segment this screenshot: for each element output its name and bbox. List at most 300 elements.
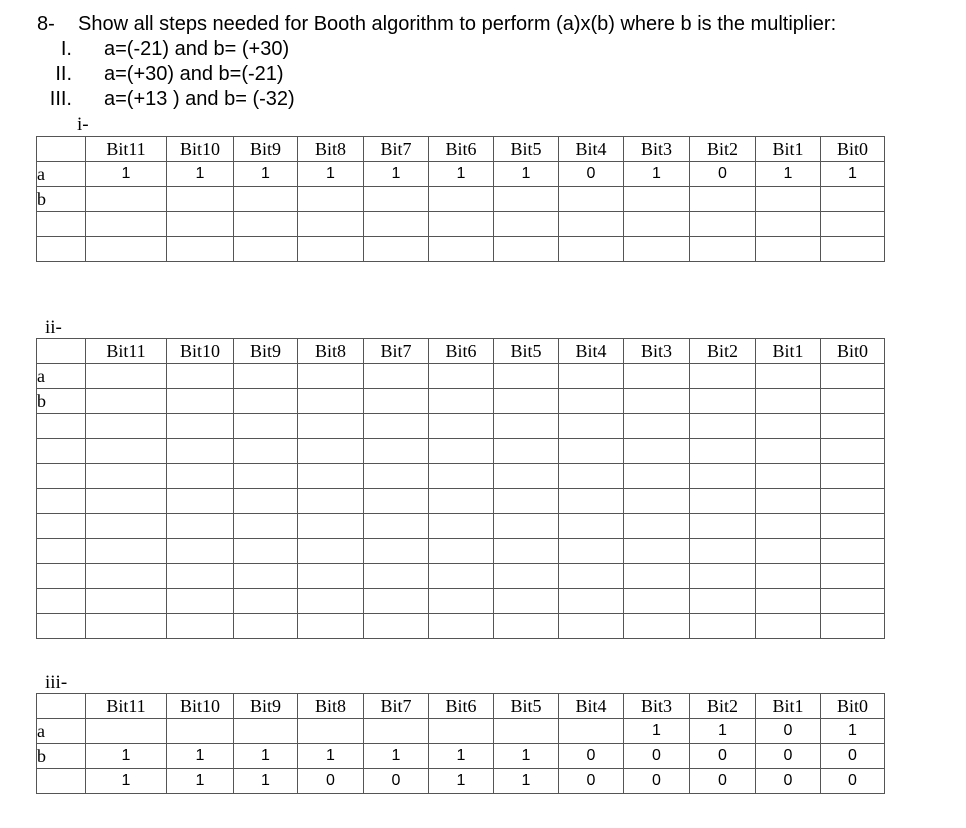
bit-cell — [429, 212, 494, 237]
row-label — [37, 414, 86, 439]
bit-cell: 1 — [234, 769, 298, 794]
bit-cell — [364, 389, 429, 414]
bit-cell — [690, 439, 756, 464]
row-label — [37, 514, 86, 539]
bit-cell — [821, 187, 885, 212]
bit-cell — [86, 212, 167, 237]
bit-cell — [821, 514, 885, 539]
bit-cell — [86, 514, 167, 539]
bit-cell: 0 — [756, 719, 821, 744]
bit-cell: 0 — [690, 769, 756, 794]
item-roman-1: I. — [60, 38, 72, 60]
bit-cell: 1 — [624, 162, 690, 187]
bit-cell — [494, 389, 559, 414]
bit-cell — [690, 464, 756, 489]
bit-cell — [559, 237, 624, 262]
column-header-bit11: Bit11 — [86, 137, 167, 162]
bit-cell — [756, 539, 821, 564]
column-header-bit11: Bit11 — [86, 339, 167, 364]
column-header-bit8: Bit8 — [298, 137, 364, 162]
bit-cell — [821, 237, 885, 262]
bit-cell — [756, 564, 821, 589]
bit-cell — [821, 364, 885, 389]
bit-cell — [559, 539, 624, 564]
column-header-bit7: Bit7 — [364, 137, 429, 162]
bit-cell — [494, 514, 559, 539]
table-row — [37, 364, 885, 389]
table-row — [37, 389, 885, 414]
bit-cell — [821, 389, 885, 414]
bit-cell — [624, 414, 690, 439]
column-header-bit8: Bit8 — [298, 694, 364, 719]
bit-cell — [559, 719, 624, 744]
bit-cell — [624, 539, 690, 564]
column-header-bit4: Bit4 — [559, 137, 624, 162]
bit-cell — [429, 614, 494, 639]
bit-cell — [234, 439, 298, 464]
bit-cell — [690, 539, 756, 564]
table-row — [37, 769, 885, 794]
bit-cell — [494, 589, 559, 614]
bit-cell — [690, 514, 756, 539]
bit-cell — [494, 719, 559, 744]
bit-cell — [364, 719, 429, 744]
column-header-bit3: Bit3 — [624, 694, 690, 719]
bit-cell — [234, 212, 298, 237]
bit-cell — [298, 614, 364, 639]
bit-cell — [298, 187, 364, 212]
bit-cell — [429, 564, 494, 589]
bit-cell — [559, 464, 624, 489]
booth-table-ii — [36, 338, 885, 639]
bit-cell — [234, 564, 298, 589]
bit-cell — [624, 212, 690, 237]
question-text: Show all steps needed for Booth algorithm to perform (a)x(b) where b is the multiplier: — [78, 13, 837, 35]
bit-cell — [494, 439, 559, 464]
row-label — [37, 212, 86, 237]
bit-cell: 1 — [86, 769, 167, 794]
bit-cell — [167, 539, 234, 564]
bit-cell: 1 — [429, 162, 494, 187]
bit-cell — [167, 439, 234, 464]
bit-cell — [756, 464, 821, 489]
column-header-bit10: Bit10 — [167, 137, 234, 162]
bit-cell — [364, 564, 429, 589]
bit-cell: 0 — [756, 769, 821, 794]
row-label — [37, 237, 86, 262]
bit-cell — [690, 589, 756, 614]
bit-cell — [821, 212, 885, 237]
bit-cell — [364, 514, 429, 539]
bit-cell — [364, 439, 429, 464]
bit-cell — [690, 364, 756, 389]
bit-cell — [429, 237, 494, 262]
column-header-bit6: Bit6 — [429, 694, 494, 719]
bit-cell — [234, 414, 298, 439]
bit-cell: 1 — [690, 719, 756, 744]
bit-cell: 1 — [494, 769, 559, 794]
bit-cell — [690, 489, 756, 514]
bit-cell — [624, 489, 690, 514]
column-header-bit6: Bit6 — [429, 137, 494, 162]
bit-cell: 0 — [559, 744, 624, 769]
bit-cell — [86, 237, 167, 262]
bit-cell — [167, 237, 234, 262]
bit-cell — [494, 464, 559, 489]
column-header-bit9: Bit9 — [234, 137, 298, 162]
column-header-bit1: Bit1 — [756, 694, 821, 719]
table-row — [37, 162, 885, 187]
bit-cell: 1 — [167, 162, 234, 187]
bit-cell — [624, 389, 690, 414]
column-header-bit7: Bit7 — [364, 339, 429, 364]
bit-cell — [821, 564, 885, 589]
table-ii-label: ii- — [45, 317, 62, 338]
bit-cell — [624, 589, 690, 614]
bit-cell — [234, 237, 298, 262]
table-row — [37, 719, 885, 744]
bit-cell — [559, 564, 624, 589]
bit-cell: 1 — [86, 162, 167, 187]
header-row — [37, 137, 885, 162]
bit-cell — [494, 212, 559, 237]
bit-cell: 0 — [364, 769, 429, 794]
bit-cell — [756, 439, 821, 464]
column-header-bit10: Bit10 — [167, 339, 234, 364]
bit-cell — [234, 187, 298, 212]
bit-cell: 1 — [234, 744, 298, 769]
bit-cell — [624, 514, 690, 539]
bit-cell: 1 — [167, 744, 234, 769]
bit-cell — [821, 614, 885, 639]
bit-cell — [559, 514, 624, 539]
bit-cell — [234, 364, 298, 389]
table-row — [37, 589, 885, 614]
bit-cell — [559, 589, 624, 614]
bit-cell: 1 — [167, 769, 234, 794]
bit-cell — [429, 414, 494, 439]
item-roman-3: III. — [49, 88, 72, 110]
bit-cell — [86, 187, 167, 212]
bit-cell — [298, 212, 364, 237]
bit-cell — [364, 614, 429, 639]
bit-cell — [821, 414, 885, 439]
column-header-bit6: Bit6 — [429, 339, 494, 364]
bit-cell: 1 — [429, 744, 494, 769]
bit-cell — [167, 564, 234, 589]
bit-cell — [559, 212, 624, 237]
bit-cell — [494, 539, 559, 564]
bit-cell — [429, 364, 494, 389]
column-header-bit9: Bit9 — [234, 694, 298, 719]
item-text-1: a=(-21) and b= (+30) — [104, 38, 290, 60]
bit-cell — [86, 719, 167, 744]
corner-cell — [37, 339, 86, 364]
row-label-a: a — [37, 719, 86, 744]
bit-cell — [86, 364, 167, 389]
bit-cell — [298, 414, 364, 439]
bit-cell — [624, 237, 690, 262]
bit-cell — [167, 514, 234, 539]
bit-cell — [298, 719, 364, 744]
row-label-b: b — [37, 389, 86, 414]
column-header-bit0: Bit0 — [821, 137, 885, 162]
bit-cell — [690, 414, 756, 439]
bit-cell — [298, 514, 364, 539]
bit-cell — [167, 414, 234, 439]
bit-cell: 1 — [756, 162, 821, 187]
bit-cell — [756, 614, 821, 639]
bit-cell — [364, 489, 429, 514]
bit-cell — [429, 719, 494, 744]
bit-cell — [690, 564, 756, 589]
bit-cell — [429, 539, 494, 564]
column-header-bit5: Bit5 — [494, 137, 559, 162]
bit-cell: 0 — [298, 769, 364, 794]
bit-cell — [494, 364, 559, 389]
row-label — [37, 464, 86, 489]
bit-cell: 1 — [86, 744, 167, 769]
bit-cell — [494, 414, 559, 439]
table-i-label: i- — [77, 114, 89, 135]
bit-cell: 1 — [494, 162, 559, 187]
bit-cell — [86, 389, 167, 414]
column-header-bit1: Bit1 — [756, 137, 821, 162]
item-text-2: a=(+30) and b=(-21) — [104, 63, 284, 85]
bit-cell — [756, 212, 821, 237]
bit-cell — [756, 514, 821, 539]
column-header-bit2: Bit2 — [690, 694, 756, 719]
table-row — [37, 464, 885, 489]
row-label — [37, 614, 86, 639]
bit-cell: 0 — [690, 744, 756, 769]
table-row — [37, 614, 885, 639]
bit-cell — [690, 187, 756, 212]
item-text-3: a=(+13 ) and b= (-32) — [104, 88, 295, 110]
bit-cell — [756, 237, 821, 262]
bit-cell — [821, 439, 885, 464]
bit-cell — [559, 364, 624, 389]
table-row — [37, 564, 885, 589]
column-header-bit8: Bit8 — [298, 339, 364, 364]
bit-cell: 1 — [821, 162, 885, 187]
bit-cell — [364, 414, 429, 439]
bit-cell — [559, 614, 624, 639]
bit-cell — [298, 439, 364, 464]
column-header-bit2: Bit2 — [690, 137, 756, 162]
bit-cell: 1 — [494, 744, 559, 769]
bit-cell — [494, 187, 559, 212]
bit-cell — [559, 389, 624, 414]
header-row — [37, 694, 885, 719]
column-header-bit5: Bit5 — [494, 694, 559, 719]
bit-cell — [559, 414, 624, 439]
bit-cell: 1 — [429, 769, 494, 794]
bit-cell — [364, 464, 429, 489]
bit-cell — [86, 589, 167, 614]
bit-cell: 0 — [756, 744, 821, 769]
bit-cell — [86, 564, 167, 589]
bit-cell — [624, 187, 690, 212]
column-header-bit10: Bit10 — [167, 694, 234, 719]
column-header-bit7: Bit7 — [364, 694, 429, 719]
bit-cell — [624, 564, 690, 589]
row-label — [37, 489, 86, 514]
bit-cell — [756, 414, 821, 439]
bit-cell — [234, 489, 298, 514]
bit-cell — [86, 464, 167, 489]
bit-cell — [298, 364, 364, 389]
bit-cell — [167, 187, 234, 212]
bit-cell — [429, 389, 494, 414]
row-label — [37, 564, 86, 589]
bit-cell — [298, 464, 364, 489]
bit-cell — [167, 589, 234, 614]
bit-cell — [86, 489, 167, 514]
bit-cell — [234, 614, 298, 639]
table-row — [37, 439, 885, 464]
bit-cell — [298, 237, 364, 262]
bit-cell: 0 — [690, 162, 756, 187]
bit-cell — [821, 464, 885, 489]
table-row — [37, 187, 885, 212]
bit-cell — [624, 464, 690, 489]
bit-cell — [167, 212, 234, 237]
bit-cell — [690, 212, 756, 237]
bit-cell — [86, 614, 167, 639]
column-header-bit1: Bit1 — [756, 339, 821, 364]
question-number: 8- — [37, 13, 55, 35]
row-label — [37, 439, 86, 464]
table-iii-label: iii- — [45, 672, 68, 693]
bit-cell — [429, 187, 494, 212]
bit-cell — [234, 389, 298, 414]
column-header-bit4: Bit4 — [559, 339, 624, 364]
bit-cell — [821, 489, 885, 514]
bit-cell — [429, 464, 494, 489]
bit-cell — [756, 589, 821, 614]
bit-cell — [821, 539, 885, 564]
bit-cell: 1 — [364, 744, 429, 769]
bit-cell — [624, 614, 690, 639]
bit-cell: 0 — [821, 744, 885, 769]
bit-cell — [167, 389, 234, 414]
bit-cell — [234, 539, 298, 564]
bit-cell — [690, 614, 756, 639]
bit-cell — [298, 564, 364, 589]
bit-cell — [167, 719, 234, 744]
bit-cell — [364, 589, 429, 614]
corner-cell — [37, 694, 86, 719]
bit-cell: 0 — [624, 744, 690, 769]
item-roman-2: II. — [55, 63, 72, 85]
table-row — [37, 539, 885, 564]
bit-cell — [429, 514, 494, 539]
bit-cell — [364, 212, 429, 237]
corner-cell — [37, 137, 86, 162]
bit-cell — [234, 589, 298, 614]
bit-cell — [364, 364, 429, 389]
table-row — [37, 237, 885, 262]
column-header-bit2: Bit2 — [690, 339, 756, 364]
bit-cell — [559, 439, 624, 464]
table-row — [37, 489, 885, 514]
row-label — [37, 769, 86, 794]
column-header-bit3: Bit3 — [624, 137, 690, 162]
row-label — [37, 539, 86, 564]
bit-cell — [559, 489, 624, 514]
bit-cell — [624, 364, 690, 389]
bit-cell — [559, 187, 624, 212]
bit-cell — [756, 187, 821, 212]
column-header-bit0: Bit0 — [821, 339, 885, 364]
bit-cell — [298, 389, 364, 414]
bit-cell — [756, 489, 821, 514]
booth-table-i — [36, 136, 885, 262]
table-row — [37, 414, 885, 439]
bit-cell — [690, 237, 756, 262]
bit-cell — [86, 414, 167, 439]
bit-cell — [167, 489, 234, 514]
bit-cell: 0 — [821, 769, 885, 794]
bit-cell — [298, 589, 364, 614]
bit-cell — [298, 489, 364, 514]
column-header-bit11: Bit11 — [86, 694, 167, 719]
row-label-b: b — [37, 744, 86, 769]
bit-cell — [364, 539, 429, 564]
bit-cell: 1 — [298, 744, 364, 769]
bit-cell — [821, 589, 885, 614]
row-label — [37, 589, 86, 614]
row-label-b: b — [37, 187, 86, 212]
bit-cell — [624, 439, 690, 464]
bit-cell — [690, 389, 756, 414]
bit-cell — [86, 439, 167, 464]
bit-cell — [494, 237, 559, 262]
bit-cell: 1 — [298, 162, 364, 187]
bit-cell: 1 — [234, 162, 298, 187]
booth-table-iii — [36, 693, 885, 794]
bit-cell — [234, 719, 298, 744]
bit-cell: 1 — [624, 719, 690, 744]
bit-cell — [756, 364, 821, 389]
bit-cell — [86, 539, 167, 564]
bit-cell — [364, 187, 429, 212]
bit-cell — [494, 564, 559, 589]
bit-cell: 0 — [624, 769, 690, 794]
bit-cell — [167, 614, 234, 639]
table-row — [37, 744, 885, 769]
bit-cell — [429, 489, 494, 514]
bit-cell — [429, 439, 494, 464]
bit-cell — [298, 539, 364, 564]
bit-cell: 0 — [559, 162, 624, 187]
column-header-bit4: Bit4 — [559, 694, 624, 719]
bit-cell — [494, 489, 559, 514]
bit-cell — [234, 514, 298, 539]
bit-cell — [167, 364, 234, 389]
column-header-bit9: Bit9 — [234, 339, 298, 364]
bit-cell: 1 — [821, 719, 885, 744]
bit-cell — [494, 614, 559, 639]
table-row — [37, 514, 885, 539]
bit-cell — [234, 464, 298, 489]
row-label-a: a — [37, 162, 86, 187]
column-header-bit5: Bit5 — [494, 339, 559, 364]
bit-cell — [756, 389, 821, 414]
row-label-a: a — [37, 364, 86, 389]
column-header-bit3: Bit3 — [624, 339, 690, 364]
